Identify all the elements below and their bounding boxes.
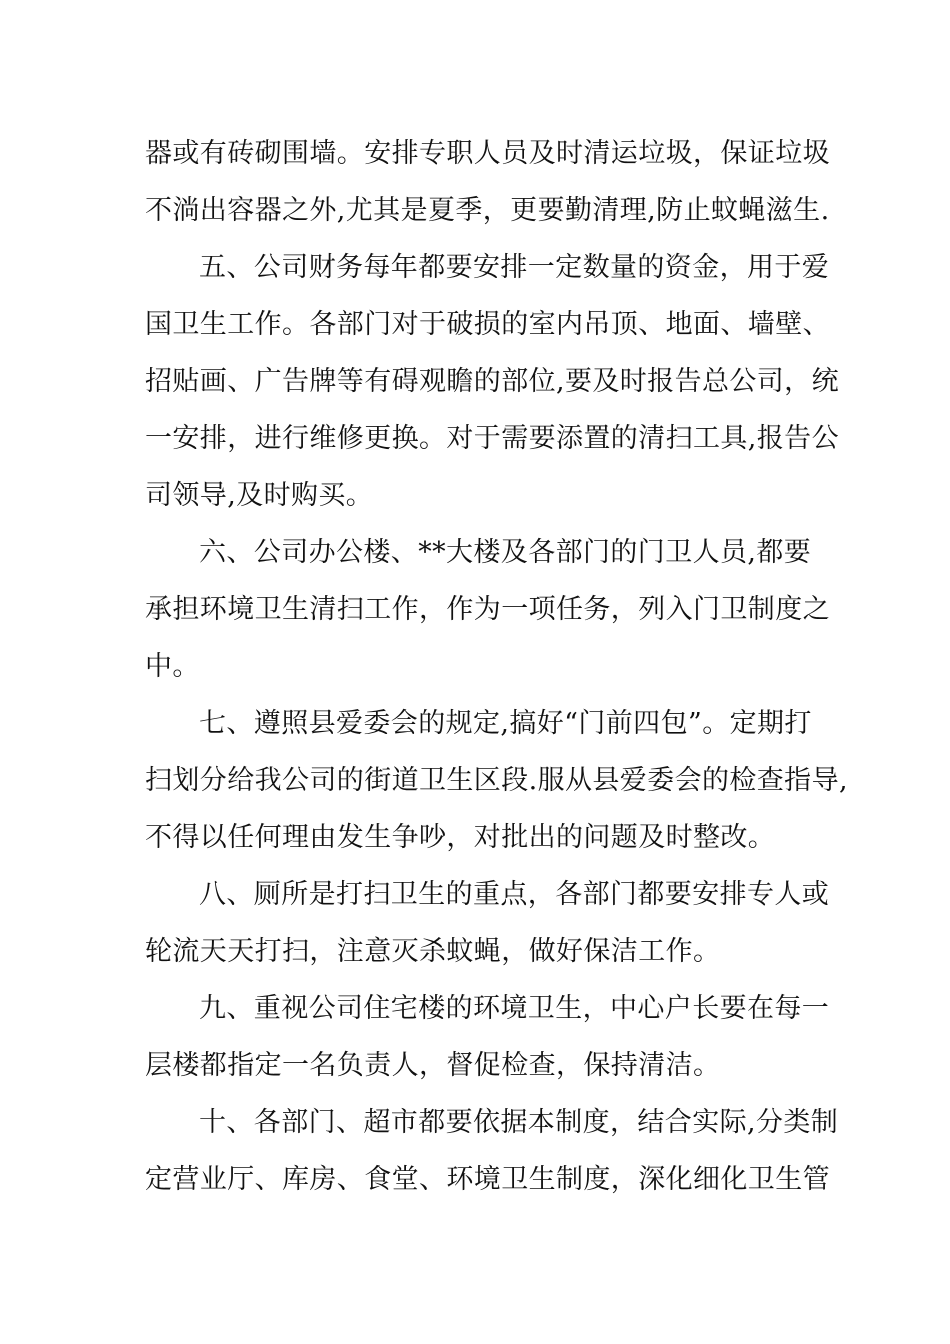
text-line: 层楼都指定一名负责人，督促检查，保持清洁。	[145, 1050, 721, 1081]
text-line: 不得以任何理由发生争吵，对批出的问题及时整改。	[145, 822, 776, 853]
text-line: 轮流天天打扫，注意灭杀蚊蝇，做好保洁工作。	[145, 936, 721, 967]
text-line: 器或有砖砌围墙。安排专职人员及时清运垃圾，保证垃圾	[145, 138, 830, 169]
text-line: 承担环境卫生清扫工作，作为一项任务，列入门卫制度之	[145, 594, 830, 625]
text-line: 司领导,及时购买。	[145, 480, 374, 511]
text-line: 一安排，进行维修更换。对于需要添置的清扫工具,报告公	[145, 423, 839, 454]
text-line: 扫划分给我公司的街道卫生区段.服从县爱委会的检查指导,	[145, 765, 848, 796]
paragraph-6-heading-line: 六、公司办公楼、**大楼及各部门的门卫人员,都要	[199, 537, 812, 568]
paragraph-9-heading-line: 九、重视公司住宅楼的环境卫生，中心户长要在每一	[199, 993, 830, 1024]
text-line: 定营业厅、库房、食堂、环境卫生制度，深化细化卫生管	[145, 1164, 830, 1195]
paragraph-5-heading-line: 五、公司财务每年都要安排一定数量的资金，用于爱	[199, 252, 830, 283]
paragraph-8-heading-line: 八、厕所是打扫卫生的重点，各部门都要安排专人或	[199, 879, 830, 910]
text-line: 不淌出容器之外,尤其是夏季，更要勤清理,防止蚊蝇滋生.	[145, 195, 830, 226]
paragraph-10-heading-line: 十、各部门、超市都要依据本制度，结合实际,分类制	[199, 1107, 839, 1138]
document-body	[145, 125, 848, 1208]
text-line: 国卫生工作。各部门对于破损的室内吊顶、地面、墙壁、	[145, 309, 830, 340]
text-line: 中。	[145, 651, 200, 682]
paragraph-7-heading-line: 七、遵照县爱委会的规定,搞好“门前四包”。定期打	[199, 708, 812, 739]
text-line: 招贴画、广告牌等有碍观瞻的部位,要及时报告总公司，统	[145, 366, 839, 397]
